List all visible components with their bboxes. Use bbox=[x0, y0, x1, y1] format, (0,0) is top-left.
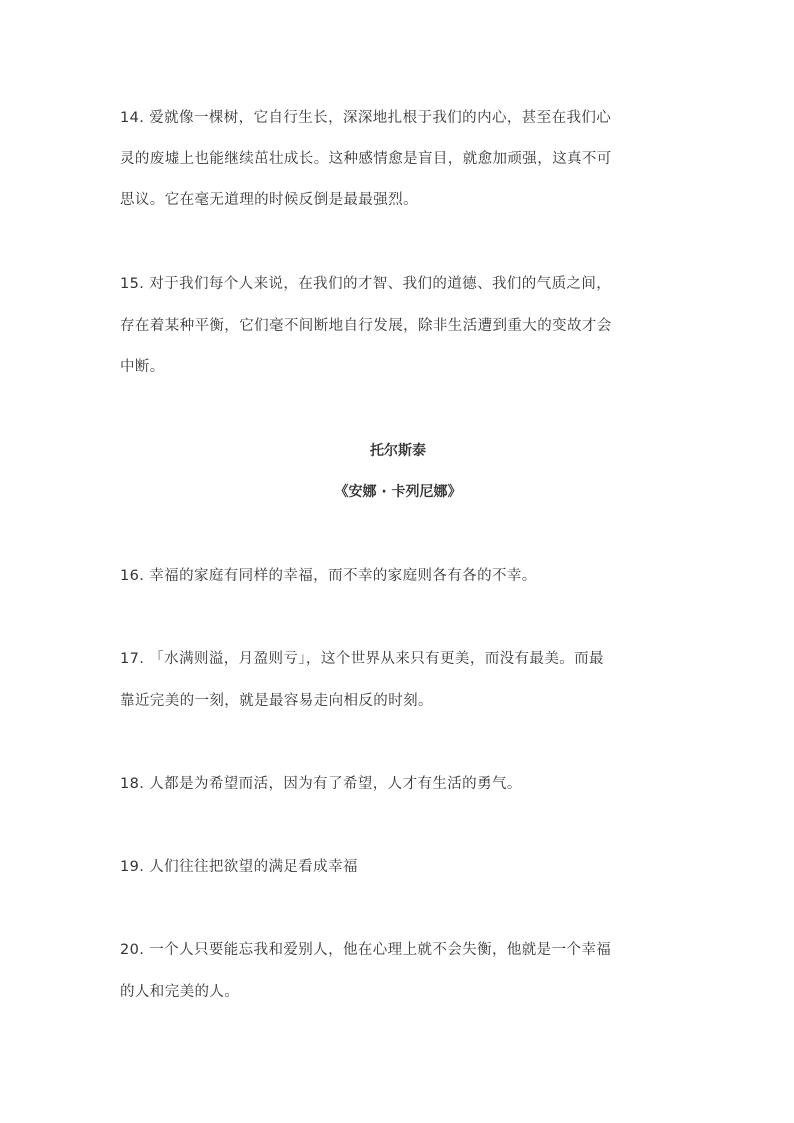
quote-15-line-1: 15. 对于我们每个人来说，在我们的才智、我们的道德、我们的气质之间， bbox=[120, 276, 612, 292]
quote-20-line-2: 的人和完美的人。 bbox=[120, 984, 240, 1000]
quote-19-line-1: 19. 人们往往把欲望的满足看成幸福 bbox=[120, 859, 358, 875]
quote-15-line-3: 中断。 bbox=[120, 359, 165, 375]
quote-15-line-2: 存在着某种平衡，它们毫不间断地自行发展，除非生活遭到重大的变故才会 bbox=[120, 318, 612, 334]
quote-17-line-2: 靠近完美的一刻，就是最容易走向相反的时刻。 bbox=[120, 693, 433, 709]
quote-14-line-2: 灵的废墟上也能继续茁壮成长。这种感情愈是盲目，就愈加顽强，这真不可 bbox=[120, 151, 612, 167]
quote-14-line-1: 14. 爱就像一棵树，它自行生长，深深地扎根于我们的内心，甚至在我们心 bbox=[120, 110, 612, 126]
quote-16-line-1: 16. 幸福的家庭有同样的幸福，而不幸的家庭则各有各的不幸。 bbox=[120, 568, 537, 584]
section-book-title: 《安娜 · 卡列尼娜》 bbox=[334, 484, 462, 500]
quote-20-line-1: 20. 一个人只要能忘我和爱别人，他在心理上就不会失衡，他就是一个幸福 bbox=[120, 942, 612, 958]
quote-17-line-1: 17. 「水满则溢，月盈则亏」，这个世界从来只有更美，而没有最美。而最 bbox=[120, 651, 604, 667]
quote-18-line-1: 18. 人都是为希望而活，因为有了希望，人才有生活的勇气。 bbox=[120, 776, 522, 792]
section-author: 托尔斯泰 bbox=[370, 443, 426, 459]
quote-14-line-3: 思议。它在毫无道理的时候反倒是最最强烈。 bbox=[120, 192, 418, 208]
